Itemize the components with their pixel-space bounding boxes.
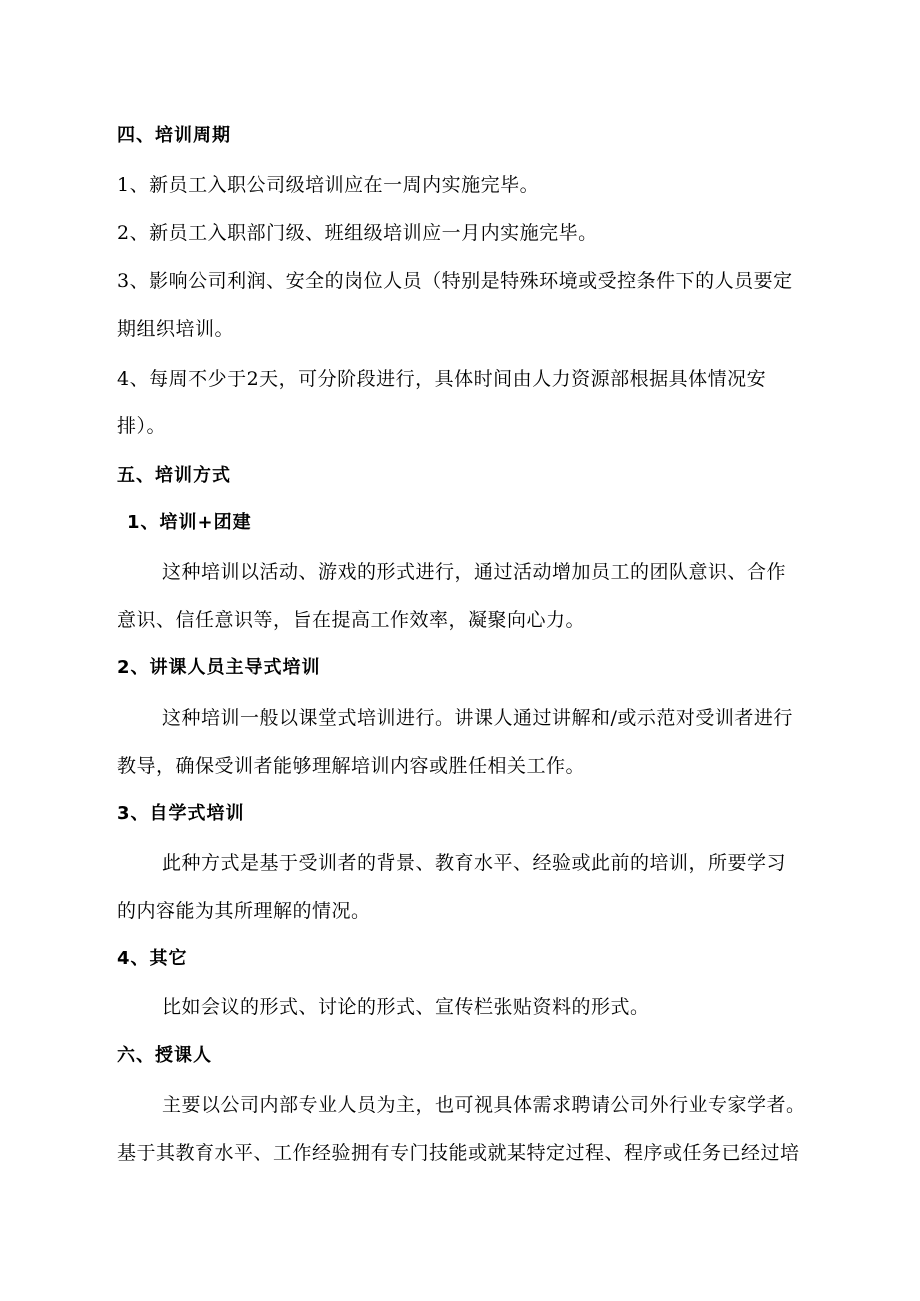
paragraph-line: 教导，确保受训者能够理解培训内容或胜任相关工作。 [117,755,586,777]
paragraph-line: 4、每周不少于2天，可分阶段进行，具体时间由人力资源部根据具体情况安 [117,368,767,390]
paragraph-line: 的内容能为其所理解的情况。 [117,900,371,922]
paragraph-line: 3、影响公司利润、安全的岗位人员（特别是特殊环境或受控条件下的人员要定 [117,270,793,292]
subheading-training-teambuilding: 1、培训+团建 [127,512,252,533]
subheading-instructor-led: 2、讲课人员主导式培训 [117,657,321,678]
paragraph-line: 1、新员工入职公司级培训应在一周内实施完毕。 [117,174,540,196]
section-heading-instructors: 六、授课人 [117,1045,212,1066]
paragraph-line: 排）。 [117,415,167,437]
subheading-self-study: 3、自学式培训 [117,803,245,824]
paragraph-line: 期组织培训。 [117,318,235,340]
paragraph-line: 此种方式是基于受训者的背景、教育水平、经验或此前的培训，所要学习 [162,852,787,874]
subheading-other: 4、其它 [117,948,188,969]
paragraph-line: 基于其教育水平、工作经验拥有专门技能或就某特定过程、程序或任务已经过培 [117,1142,800,1164]
section-heading-training-methods: 五、培训方式 [117,465,231,486]
paragraph-line: 比如会议的形式、讨论的形式、宣传栏张贴资料的形式。 [162,996,650,1018]
paragraph-line: 意识、信任意识等，旨在提高工作效率，凝聚向心力。 [117,609,586,631]
paragraph-line: 主要以公司内部专业人员为主，也可视具体需求聘请公司外行业专家学者。 [162,1094,806,1116]
paragraph-line: 这种培训以活动、游戏的形式进行，通过活动增加员工的团队意识、合作 [162,561,787,583]
section-heading-training-cycle: 四、培训周期 [117,125,231,146]
paragraph-line: 2、新员工入职部门级、班组级培训应一月内实施完毕。 [117,222,598,244]
paragraph-line: 这种培训一般以课堂式培训进行。讲课人通过讲解和/或示范对受训者进行 [162,707,793,729]
